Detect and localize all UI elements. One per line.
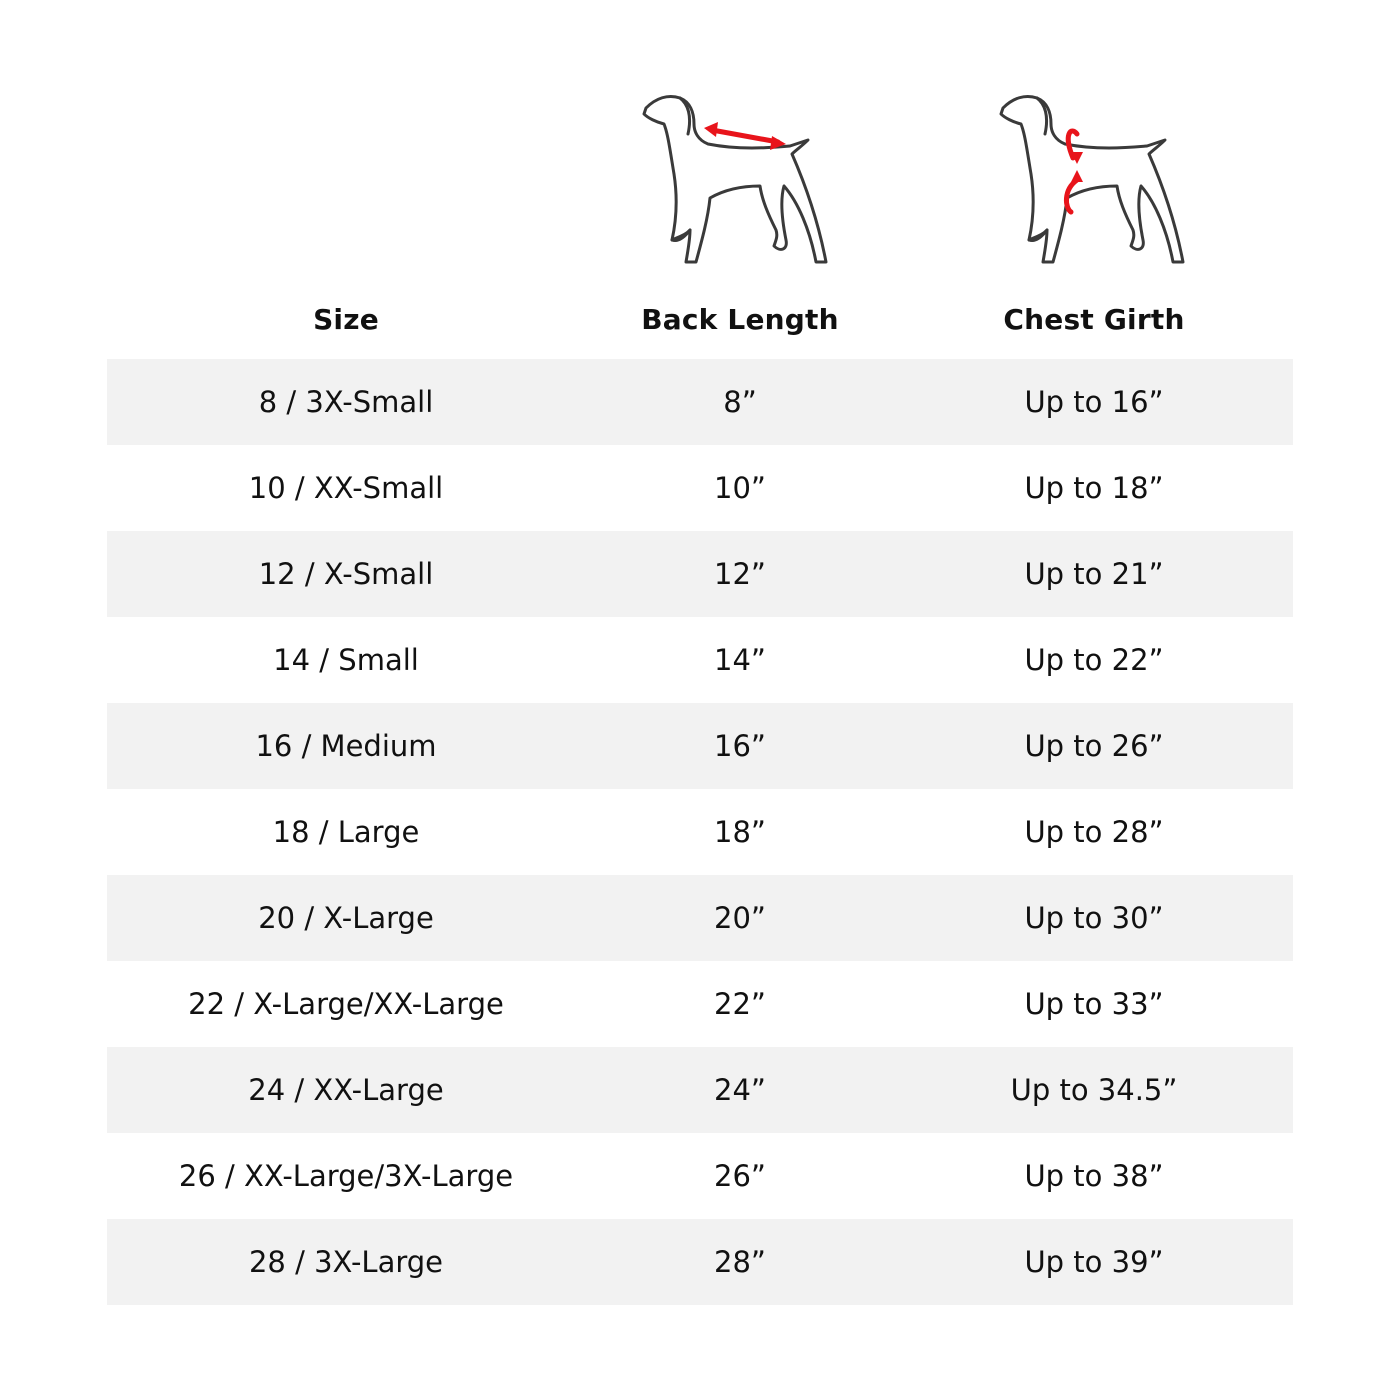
- size-cell: 12 / X-Small: [258, 557, 434, 591]
- table-row: [107, 1133, 1293, 1219]
- size-cell: 10 / XX-Small: [248, 471, 444, 505]
- table-row: [107, 789, 1293, 875]
- table-row: [107, 703, 1293, 789]
- back-length-cell: 8”: [723, 385, 757, 419]
- back-length-cell: 26”: [714, 1159, 766, 1193]
- table-row: [107, 1047, 1293, 1133]
- back-length-cell: 22”: [714, 987, 766, 1021]
- table-header: [107, 290, 1293, 348]
- back-length-cell: 18”: [714, 815, 766, 849]
- table-row: [107, 531, 1293, 617]
- chest-girth-cell: Up to 34.5”: [1010, 1073, 1178, 1107]
- size-cell: 14 / Small: [273, 643, 419, 677]
- chest-girth-cell: Up to 30”: [1024, 901, 1164, 935]
- size-cell: 18 / Large: [272, 815, 420, 849]
- size-table: [107, 359, 1293, 1305]
- back-length-cell: 12”: [714, 557, 766, 591]
- table-row: [107, 961, 1293, 1047]
- chest-girth-cell: Up to 21”: [1024, 557, 1164, 591]
- table-row: [107, 445, 1293, 531]
- chest-girth-cell: Up to 26”: [1024, 729, 1164, 763]
- size-cell: 22 / X-Large/XX-Large: [188, 987, 504, 1021]
- table-row: [107, 875, 1293, 961]
- header-size: Size: [313, 302, 379, 336]
- chest-girth-cell: Up to 38”: [1024, 1159, 1164, 1193]
- back-length-cell: 28”: [714, 1245, 766, 1279]
- size-cell: 20 / X-Large: [258, 901, 434, 935]
- size-cell: 28 / 3X-Large: [248, 1245, 444, 1279]
- chest-girth-cell: Up to 39”: [1024, 1245, 1164, 1279]
- dog-chest-girth-icon: [995, 90, 1195, 270]
- chest-girth-cell: Up to 28”: [1024, 815, 1164, 849]
- chest-girth-cell: Up to 18”: [1024, 471, 1164, 505]
- table-row: [107, 617, 1293, 703]
- chest-girth-cell: Up to 16”: [1024, 385, 1164, 419]
- chest-girth-cell: Up to 33”: [1024, 987, 1164, 1021]
- back-length-cell: 24”: [714, 1073, 766, 1107]
- back-length-cell: 20”: [714, 901, 766, 935]
- table-row: [107, 1219, 1293, 1305]
- size-cell: 24 / XX-Large: [248, 1073, 444, 1107]
- table-row: [107, 359, 1293, 445]
- size-cell: 16 / Medium: [255, 729, 437, 763]
- size-cell: 8 / 3X-Small: [258, 385, 434, 419]
- size-cell: 26 / XX-Large/3X-Large: [178, 1159, 514, 1193]
- dog-back-length-icon: [638, 90, 838, 270]
- back-length-cell: 10”: [714, 471, 766, 505]
- chest-girth-cell: Up to 22”: [1024, 643, 1164, 677]
- header-chest-girth: Chest Girth: [1003, 302, 1185, 336]
- header-back-length: Back Length: [641, 302, 839, 336]
- back-length-cell: 14”: [714, 643, 766, 677]
- back-length-cell: 16”: [714, 729, 766, 763]
